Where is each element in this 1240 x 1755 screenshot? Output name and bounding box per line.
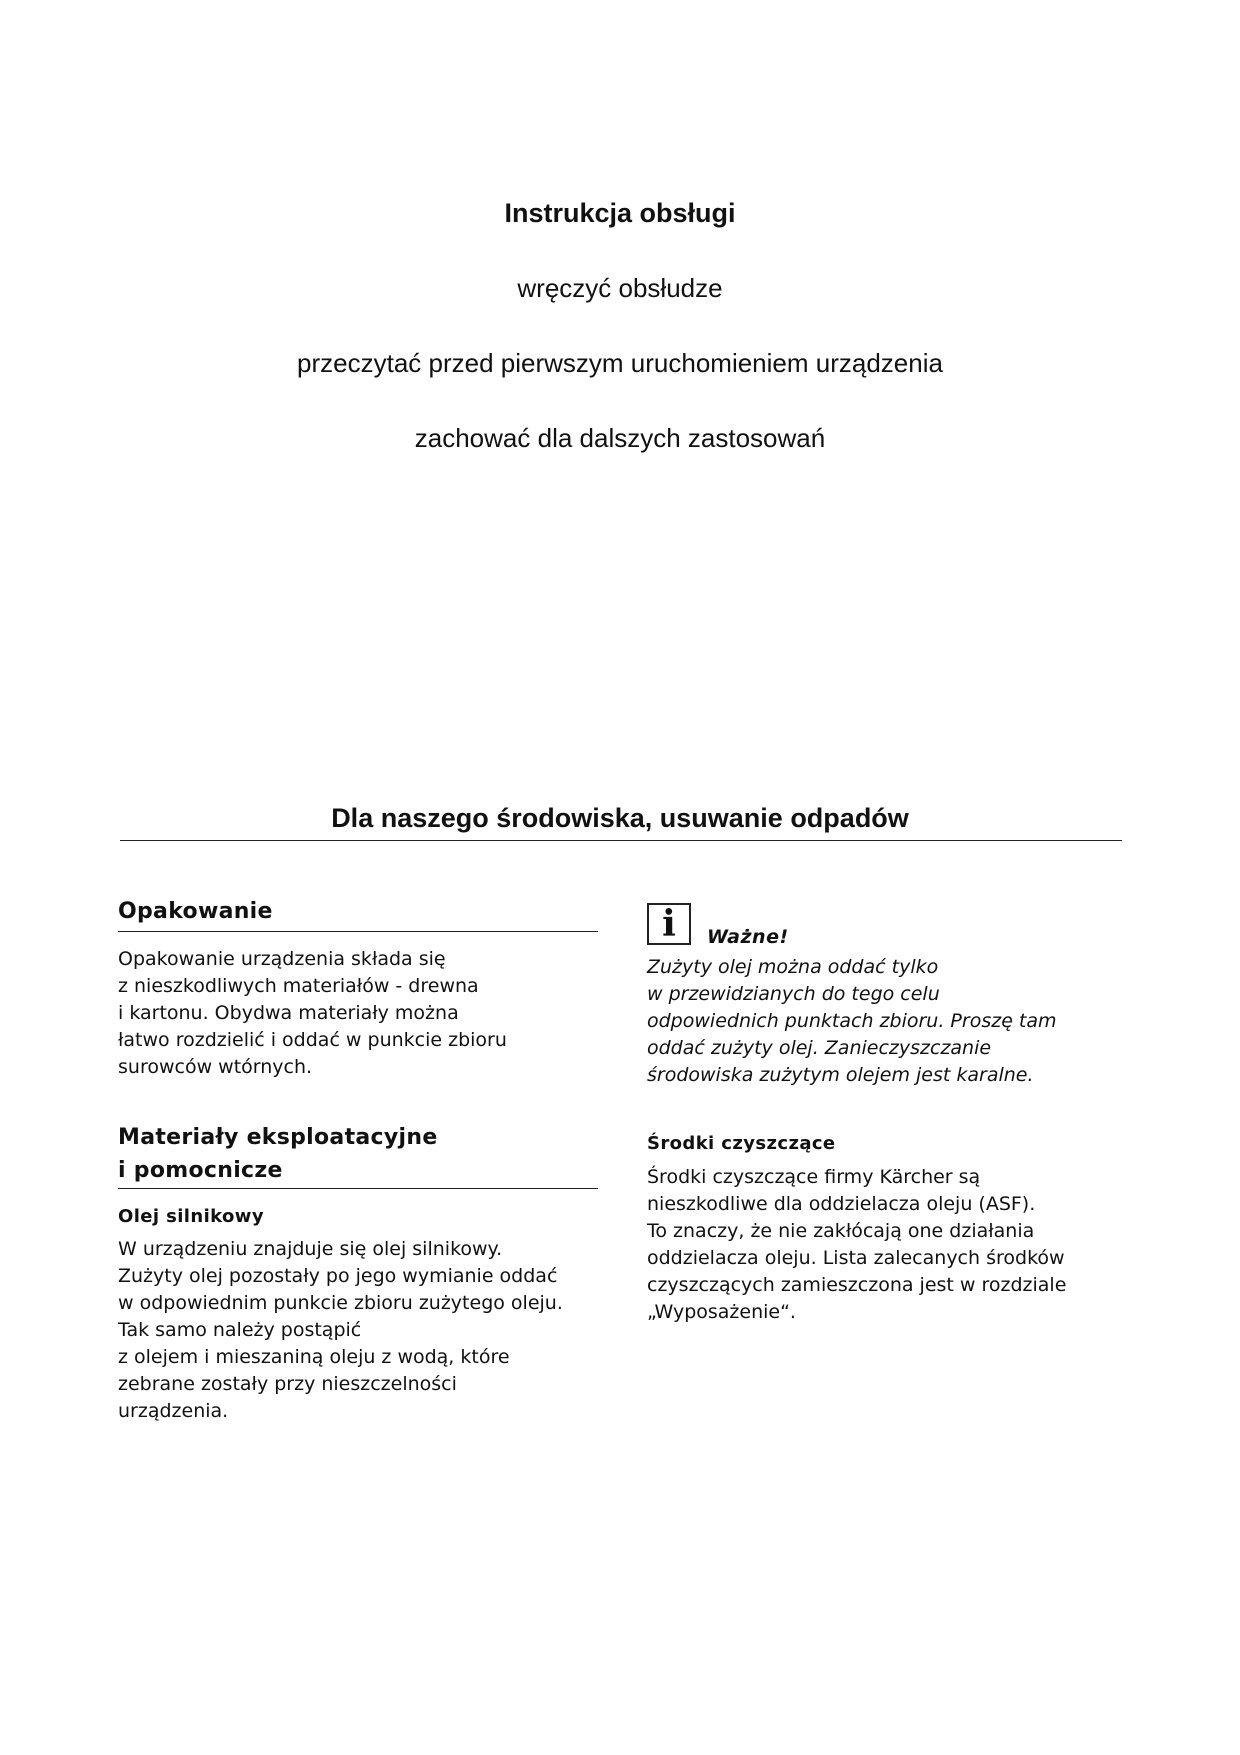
text-line: surowców wtórnych. bbox=[118, 1056, 313, 1078]
text-line: To znaczy, że nie zakłócają one działania bbox=[647, 1220, 1035, 1242]
text-line: odpowiednich punktach zbioru. Proszę tam bbox=[647, 1010, 1057, 1032]
text-line: zebrane zostały przy nieszczelności bbox=[118, 1373, 457, 1395]
text-line: Zużyty olej pozostały po jego wymianie oddać bbox=[118, 1265, 558, 1287]
environment-heading: Dla naszego środowiska, usuwanie odpadów bbox=[331, 803, 909, 833]
text-line: czyszczących zamieszczona jest w rozdziale bbox=[647, 1274, 1067, 1296]
materials-heading-line-1: Materiały eksploatacyjne bbox=[118, 1125, 438, 1150]
cleaning-agents-text bbox=[647, 1164, 1147, 1326]
important-note bbox=[647, 954, 1147, 1089]
text-line: Środki czyszczące firmy Kärcher są bbox=[647, 1166, 981, 1188]
intro-line-keep-for-later: zachować dla dalszych zastosowań bbox=[414, 423, 826, 453]
intro-line-handover: wręczyć obsłudze bbox=[517, 273, 723, 303]
text-line: środowiska zużytym olejem jest karalne. bbox=[647, 1064, 1034, 1086]
packaging-heading: Opakowanie bbox=[118, 899, 273, 924]
materials-heading-rule bbox=[118, 1188, 598, 1189]
packaging-section bbox=[118, 895, 598, 928]
text-line: „Wyposażenie“. bbox=[647, 1301, 796, 1323]
text-line: łatwo rozdzielić i oddać w punkcie zbioru bbox=[118, 1029, 507, 1051]
cleaning-agents-section bbox=[647, 1131, 1147, 1157]
text-line: Tak samo należy postąpić bbox=[118, 1319, 362, 1341]
text-line: nieszkodliwe dla oddzielacza oleju (ASF). bbox=[647, 1193, 1036, 1215]
text-line: i kartonu. Obydwa materiały można bbox=[118, 1002, 459, 1024]
text-line: urządzenia. bbox=[118, 1400, 229, 1422]
environment-heading-rule bbox=[120, 840, 1122, 841]
materials-section bbox=[118, 1121, 598, 1187]
info-icon: i bbox=[647, 903, 691, 945]
document-title: Instrukcja obsługi bbox=[504, 198, 736, 228]
cleaning-agents-heading: Środki czyszczące bbox=[647, 1133, 836, 1154]
text-line: z nieszkodliwych materiałów - drewna bbox=[118, 975, 479, 997]
text-line: Zużyty olej można oddać tylko bbox=[647, 956, 939, 978]
intro-line-read-before-start: przeczytać przed pierwszym uruchomieniem urządzenia bbox=[297, 348, 943, 378]
text-line: z olejem i mieszaniną oleju z wodą, które bbox=[118, 1346, 510, 1368]
text-line: oddzielacza oleju. Lista zalecanych środków bbox=[647, 1247, 1065, 1269]
engine-oil-text bbox=[118, 1236, 618, 1425]
text-line: Opakowanie urządzenia składa się bbox=[118, 948, 446, 970]
materials-heading-line-2: i pomocnicze bbox=[118, 1158, 283, 1183]
text-line: w przewidzianych do tego celu bbox=[647, 983, 940, 1005]
important-label: Ważne! bbox=[707, 926, 789, 948]
text-line: oddać zużyty olej. Zanieczyszczanie bbox=[647, 1037, 992, 1059]
packaging-text bbox=[118, 946, 598, 1081]
engine-oil-heading: Olej silnikowy bbox=[118, 1206, 264, 1227]
packaging-heading-rule bbox=[118, 931, 598, 932]
text-line: W urządzeniu znajduje się olej silnikowy. bbox=[118, 1238, 503, 1260]
engine-oil-section bbox=[118, 1204, 598, 1230]
text-line: w odpowiednim punkcie zbioru zużytego oleju. bbox=[118, 1292, 563, 1314]
